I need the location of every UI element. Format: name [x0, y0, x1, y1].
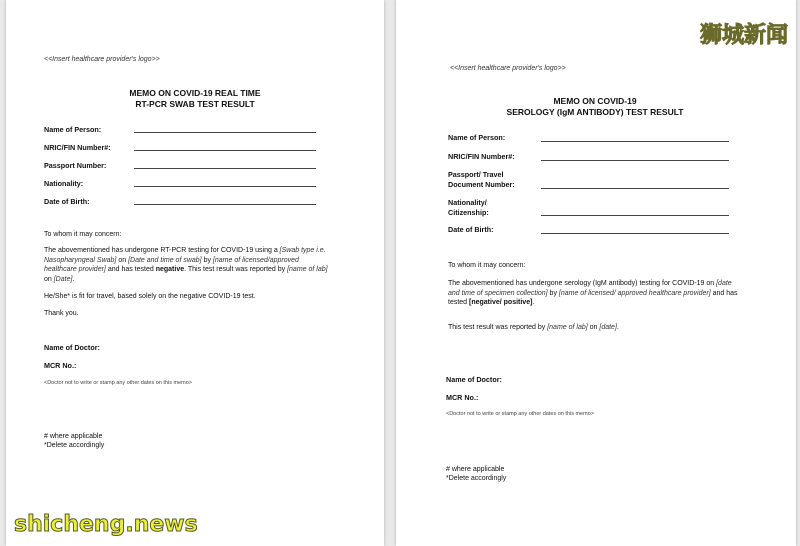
field-line-nric	[541, 160, 729, 161]
right-memo-page	[396, 0, 796, 546]
memo-title-line2: SEROLOGY (IgM ANTIBODY) TEST RESULT	[506, 107, 684, 117]
field-line-dob	[134, 204, 316, 205]
field-label-nationality-1: Nationality/	[448, 198, 487, 207]
memo-title-line1: MEMO ON COVID-19 REAL TIME	[129, 88, 261, 98]
watermark-site: shicheng.news	[14, 512, 198, 537]
mcr-label: MCR No.:	[446, 393, 479, 402]
footnote-where-applicable: # where applicable	[44, 433, 103, 440]
result-paragraph: The abovementioned has undergone RT-PCR testing for COVID-19 using a [Swab type i.e. Nasopharyngeal Swab] on [Date and time of swab] by [name of licensed/approved healthcare provider] and has tested negative. This test result was reported by [name of lab] on [Date].	[44, 247, 328, 283]
salutation: To whom it may concern:	[44, 231, 122, 238]
field-line-nationality	[541, 215, 729, 216]
field-label-nationality-2: Citizenship:	[448, 208, 489, 217]
watermark-chinese: 狮城新闻	[699, 23, 788, 48]
doctor-note: <Doctor not to write or stamp any other dates on this memo>	[44, 380, 192, 386]
field-label-nric: NRIC/FIN Number#:	[44, 143, 111, 152]
field-label-dob: Date of Birth:	[44, 197, 90, 206]
logo-placeholder: <<Insert healthcare provider's logo>>	[450, 65, 566, 72]
field-label-passport-1: Passport/ Travel	[448, 170, 504, 179]
footnote-delete: *Delete accordingly	[446, 475, 507, 482]
field-label-nationality: Nationality:	[44, 179, 84, 188]
field-label-nric: NRIC/FIN Number#:	[448, 152, 515, 161]
footnote-delete: *Delete accordingly	[44, 442, 105, 449]
result-paragraph: The abovementioned has undergone serology (IgM antibody) testing for COVID-19 on [date and time of specimen collection] by [name of licensed/ approved healthcare provider] and has tested [negative/ positive].	[448, 280, 738, 306]
field-label-name: Name of Person:	[44, 125, 102, 134]
thanks: Thank you.	[44, 310, 79, 317]
field-line-nric	[134, 150, 316, 151]
doctor-name-label: Name of Doctor:	[44, 343, 100, 352]
memo-title-line2: RT-PCR SWAB TEST RESULT	[135, 99, 255, 109]
field-line-name	[134, 132, 316, 133]
field-label-name: Name of Person:	[448, 133, 506, 142]
doctor-name-label: Name of Doctor:	[446, 375, 502, 384]
field-line-nationality	[134, 186, 316, 187]
field-label-passport-2: Document Number:	[448, 180, 515, 189]
reporting-paragraph: This test result was reported by [name of lab] on [date].	[448, 324, 619, 331]
field-line-passport	[541, 188, 729, 189]
field-line-dob	[541, 233, 729, 234]
field-line-passport	[134, 168, 316, 169]
field-label-dob: Date of Birth:	[448, 225, 494, 234]
memo-title-line1: MEMO ON COVID-19	[553, 96, 637, 106]
doctor-note: <Doctor not to write or stamp any other dates on this memo>	[446, 411, 594, 417]
travel-statement: He/She* is fit for travel, based solely on the negative COVID-19 test.	[44, 293, 256, 300]
footnote-where-applicable: # where applicable	[446, 466, 505, 473]
mcr-label: MCR No.:	[44, 361, 77, 370]
field-label-passport: Passport Number:	[44, 161, 107, 170]
logo-placeholder: <<Insert healthcare provider's logo>>	[44, 56, 160, 63]
salutation: To whom it may concern:	[448, 262, 526, 269]
left-memo-page	[6, 0, 384, 546]
field-line-name	[541, 141, 729, 142]
